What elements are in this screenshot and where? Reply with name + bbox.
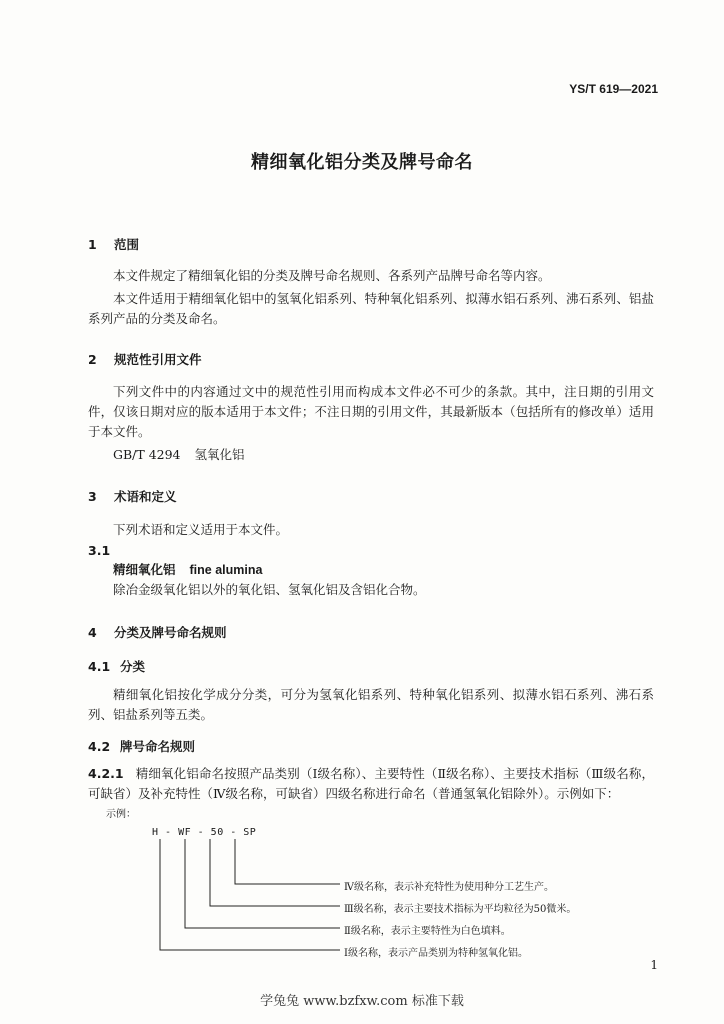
example-code: H - WF - 50 - SP bbox=[152, 827, 257, 838]
term-chinese: 精细氧化铝 bbox=[113, 562, 176, 577]
reference-code: GB/T 4294 bbox=[113, 447, 181, 462]
paragraph-text: 精细氧化铝命名按照产品类别（Ⅰ级名称）、主要特性（Ⅱ级名称）、主要技术指标（Ⅲ级名称，可缺省）及补充特性（Ⅳ级名称，可缺省）四级名称进行命名（普通氢氧化铝除外）。示例如下： bbox=[88, 766, 654, 801]
section-title: 分类 bbox=[120, 659, 146, 674]
page-number: 1 bbox=[650, 958, 658, 972]
reference-name: 氢氧化铝 bbox=[194, 447, 245, 462]
section-4-1-paragraph: 精细氧化铝按化学成分分类，可分为氢氧化铝系列、特种氧化铝系列、拟薄水铝石系列、沸石系列、铝盐系列等五类。 bbox=[88, 687, 654, 722]
level-1-description: Ⅰ级名称，表示产品类别为特种氢氧化铝。 bbox=[344, 948, 528, 959]
section-title: 分类及牌号命名规则 bbox=[114, 625, 227, 640]
section-number: 4.2.1 bbox=[88, 766, 124, 781]
standard-code: YS/T 619—2021 bbox=[569, 82, 658, 96]
term-english: fine alumina bbox=[189, 563, 263, 577]
example-label: 示例： bbox=[106, 809, 136, 820]
term-definition: 除冶金级氧化铝以外的氧化铝、氢氧化铝及含铝化合物。 bbox=[113, 582, 426, 597]
section-number: 4.2 bbox=[88, 739, 111, 754]
footer-watermark[interactable]: 学兔兔 www.bzfxw.com 标准下载 bbox=[260, 994, 464, 1009]
section-number: 1 bbox=[88, 237, 97, 252]
section-number: 2 bbox=[88, 352, 97, 367]
document-title: 精细氧化铝分类及牌号命名 bbox=[251, 152, 473, 173]
section-title: 规范性引用文件 bbox=[114, 352, 202, 367]
section-number: 4 bbox=[88, 625, 97, 640]
section-number: 3 bbox=[88, 489, 97, 504]
level-2-description: Ⅱ级名称，表示主要特性为白色填料。 bbox=[344, 926, 511, 937]
section-title: 牌号命名规则 bbox=[120, 739, 196, 754]
section-2-paragraph: 下列文件中的内容通过文中的规范性引用而构成本文件必不可少的条款。其中，注日期的引用文件，仅该日期对应的版本适用于本文件；不注日期的引用文件，其最新版本（包括所有的修改单）适用于本文件。 bbox=[88, 384, 654, 439]
section-3-paragraph: 下列术语和定义适用于本文件。 bbox=[113, 522, 289, 537]
section-1-paragraph-2: 本文件适用于精细氧化铝中的氢氧化铝系列、特种氧化铝系列、拟薄水铝石系列、沸石系列、铝盐系列产品的分类及命名。 bbox=[88, 291, 654, 326]
level-4-description: Ⅳ级名称，表示补充特性为使用种分工艺生产。 bbox=[344, 882, 554, 893]
level-3-description: Ⅲ级名称，表示主要技术指标为平均粒径为50微米。 bbox=[344, 904, 577, 915]
section-number: 4.1 bbox=[88, 659, 111, 674]
section-title: 范围 bbox=[114, 237, 140, 252]
section-title: 术语和定义 bbox=[114, 489, 177, 504]
section-1-paragraph-1: 本文件规定了精细氧化铝的分类及牌号命名规则、各系列产品牌号命名等内容。 bbox=[113, 268, 551, 283]
term-number: 3.1 bbox=[88, 543, 111, 558]
